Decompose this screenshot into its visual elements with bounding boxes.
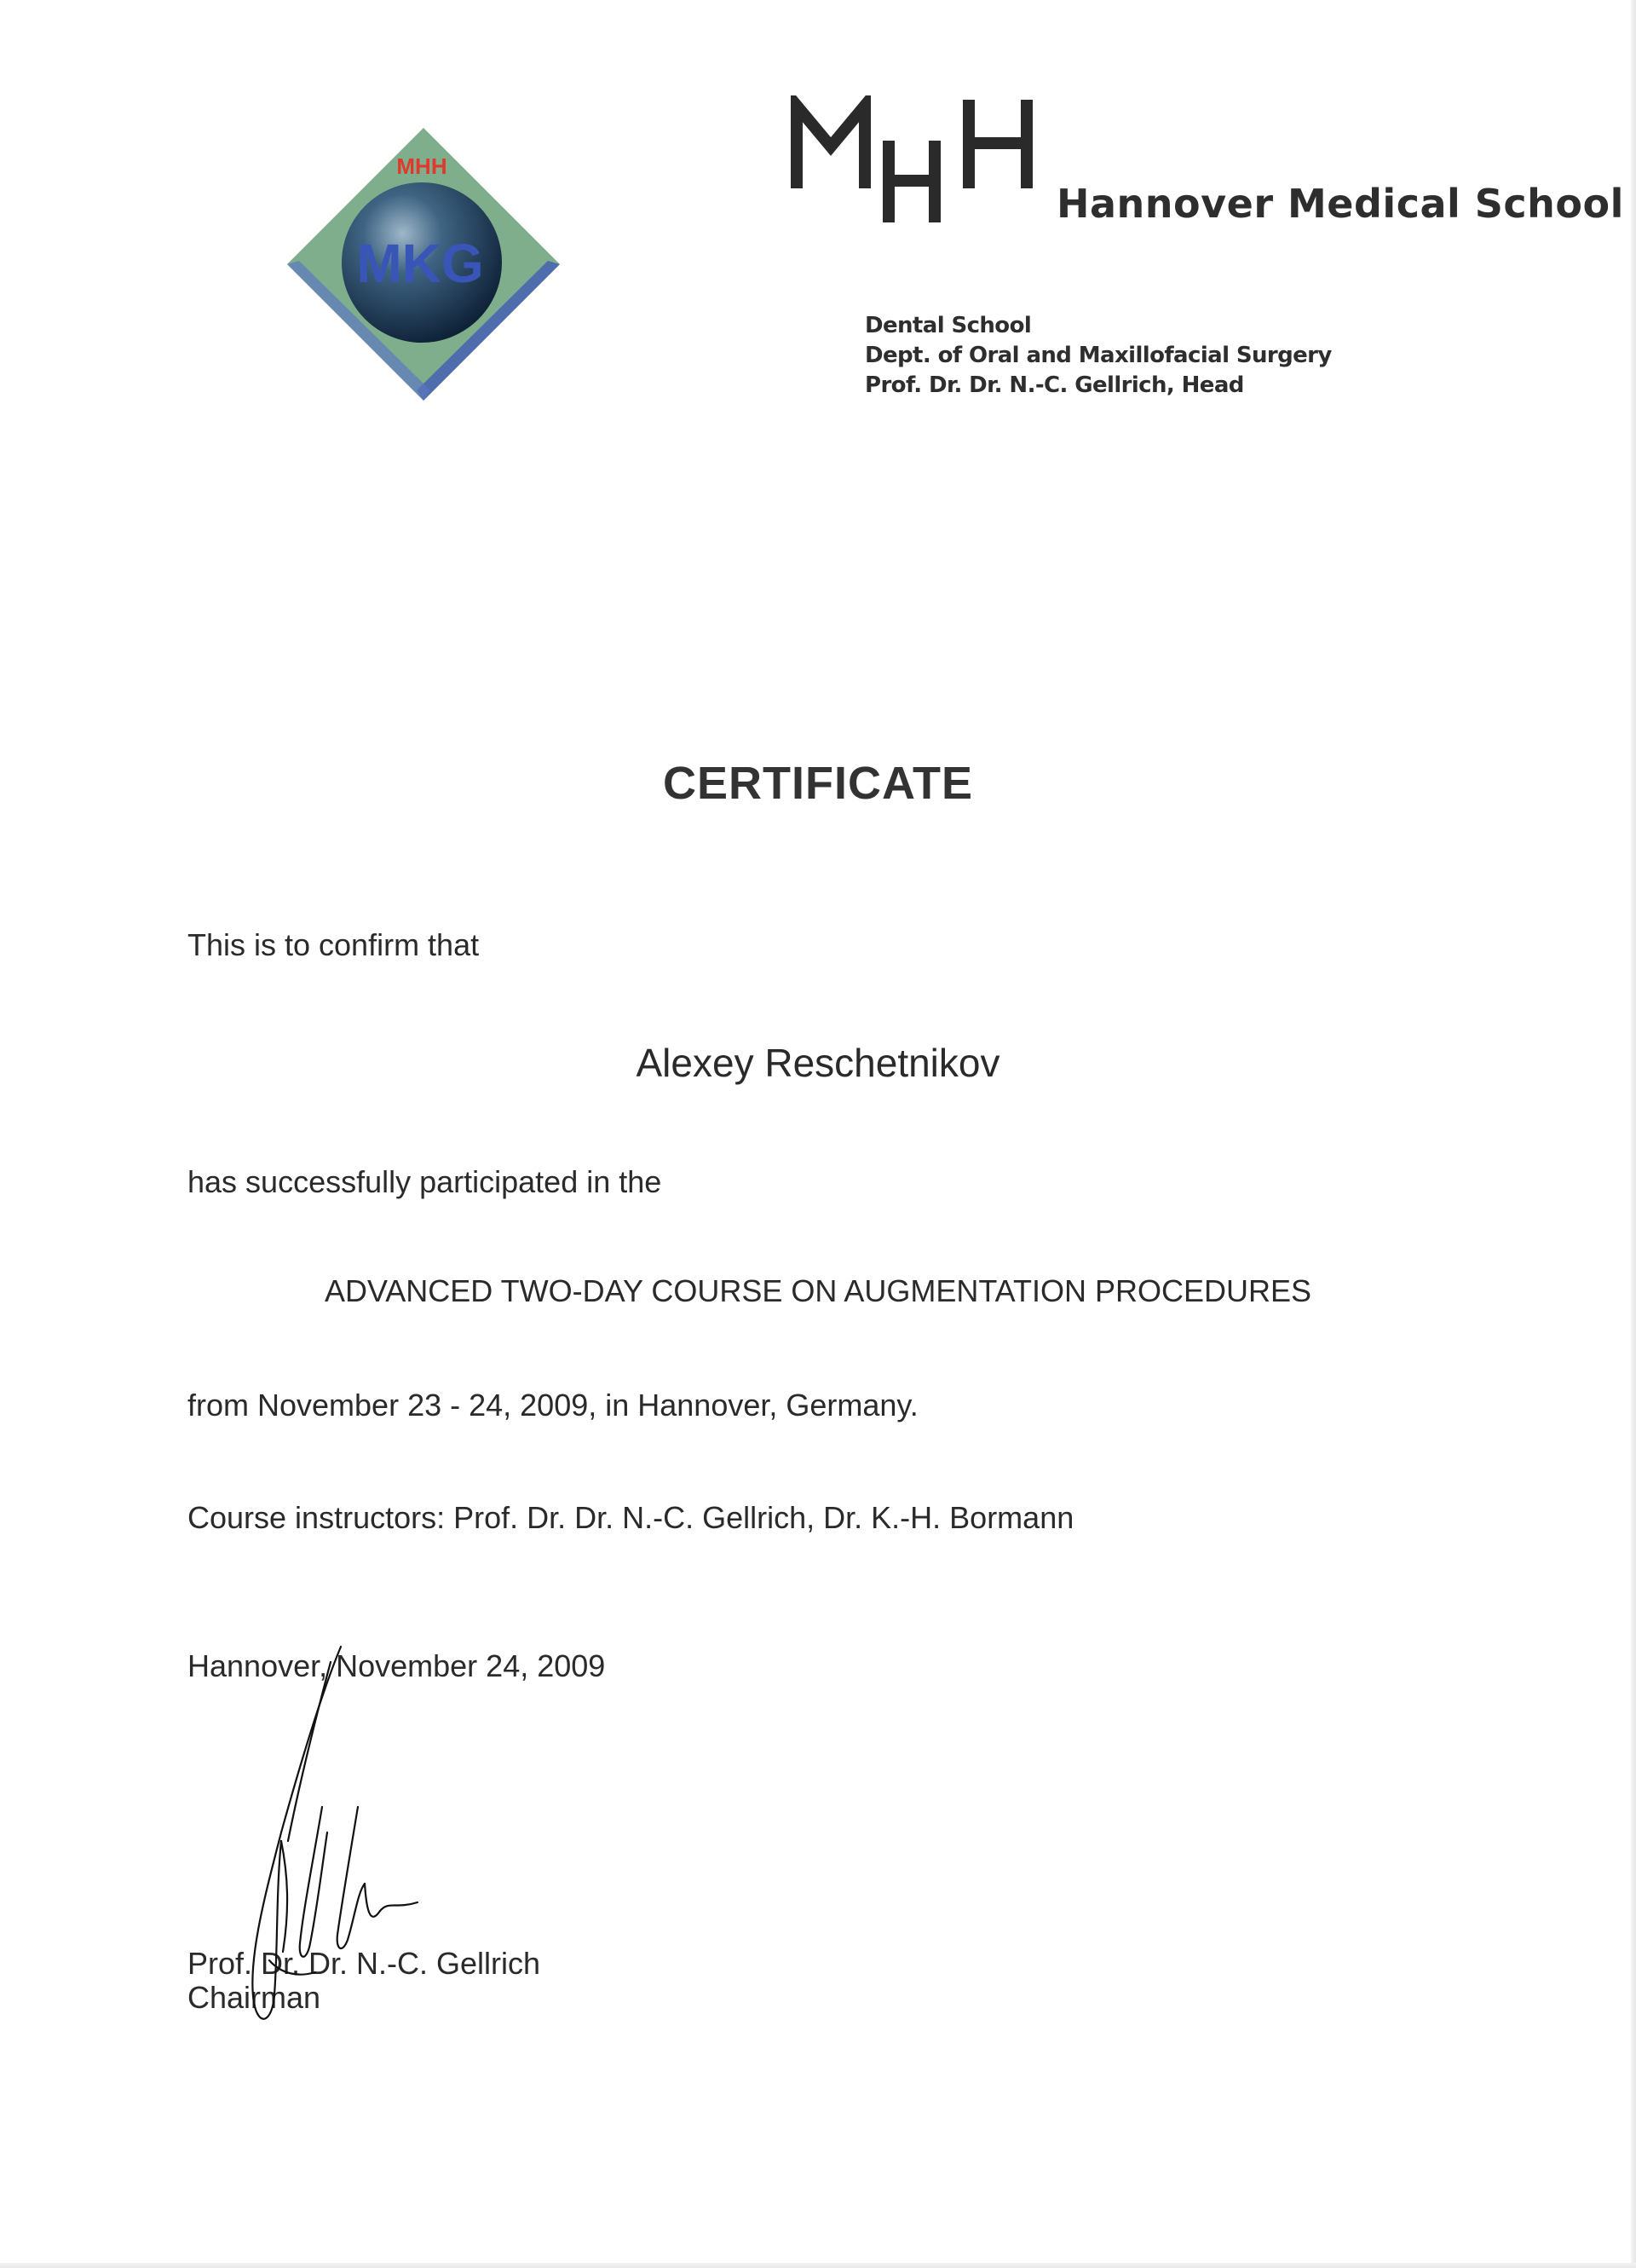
signatory-name: Prof. Dr. Dr. N.-C. Gellrich: [187, 1946, 541, 1981]
signatory-block: [187, 1947, 540, 2015]
recipient-name: Alexey Reschetnikov: [636, 1041, 1000, 1085]
scan-edge-right: [1631, 0, 1636, 2268]
course-dates: from November 23 - 24, 2009, in Hannover, Germany.: [187, 1388, 919, 1423]
certificate-title: CERTIFICATE: [663, 758, 973, 809]
confirm-text: This is to confirm that: [187, 927, 480, 962]
signatory-role: Chairman: [187, 1980, 321, 2015]
dept-line-department: Dept. of Oral and Maxillofacial Surgery: [865, 343, 1332, 368]
course-instructors: Course instructors: Prof. Dr. Dr. N.-C. Gellrich, Dr. K.-H. Bormann: [187, 1500, 1074, 1535]
mkg-logo: [284, 124, 563, 404]
logo-mhh-text: MHH: [396, 153, 447, 179]
logo-mkg-text: MKG: [356, 233, 484, 294]
participated-text: has successfully participated in the: [187, 1164, 662, 1199]
dept-line-dental-school: Dental School: [865, 313, 1032, 338]
school-name: Hannover Medical School: [1057, 181, 1624, 227]
course-name: ADVANCED TWO-DAY COURSE ON AUGMENTATION PROCEDURES: [324, 1273, 1312, 1308]
department-block: [865, 311, 1332, 401]
dept-line-head: Prof. Dr. Dr. N.-C. Gellrich, Head: [865, 372, 1244, 398]
place-date: Hannover, November 24, 2009: [187, 1648, 606, 1683]
mhh-wordmark: [788, 95, 1044, 223]
scan-edge-bottom: [0, 2263, 1636, 2268]
